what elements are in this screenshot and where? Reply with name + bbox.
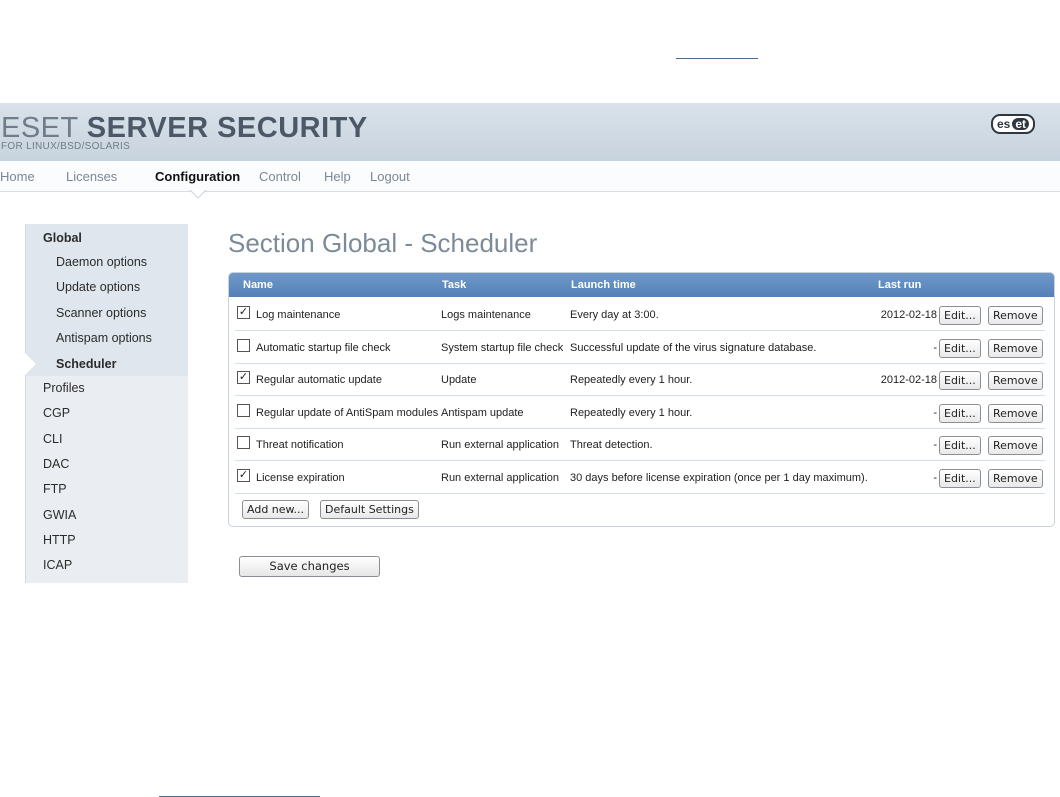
app-header	[0, 103, 1060, 162]
nav-help[interactable]: Help	[324, 169, 351, 184]
sidebar-item-scheduler[interactable]: Scheduler	[56, 357, 117, 371]
table-row	[235, 363, 1045, 396]
launch-time-cell: Successful update of the virus signature database.	[570, 341, 817, 354]
remove-button[interactable]: Remove	[988, 371, 1043, 390]
table-row	[235, 298, 1045, 331]
remove-button[interactable]: Remove	[988, 436, 1043, 455]
task-name-cell: Threat notification	[256, 439, 344, 451]
task-type-cell: Antispam update	[441, 406, 524, 419]
task-name-cell: Automatic startup file check	[256, 341, 391, 354]
table-row	[235, 331, 1045, 364]
task-type-cell: Run external application	[441, 471, 560, 484]
enabled-checkbox[interactable]	[237, 404, 250, 417]
last-run-cell: -	[933, 471, 937, 484]
enabled-checkbox[interactable]	[237, 436, 250, 449]
sidebar-item-cgp[interactable]: CGP	[43, 406, 71, 420]
save-changes-button[interactable]: Save changes	[239, 556, 380, 577]
top-link-underline	[676, 58, 758, 59]
last-run-cell: -	[933, 406, 937, 419]
table-row	[235, 396, 1045, 429]
launch-time-cell: Every day at 3:00.	[570, 309, 659, 321]
edit-button[interactable]: Edit...	[939, 371, 981, 390]
sidebar-item-gwia[interactable]: GWIA	[43, 508, 77, 522]
enabled-checkbox[interactable]	[237, 339, 250, 352]
nav-logout[interactable]: Logout	[370, 169, 410, 184]
task-type-cell: Update	[441, 374, 477, 386]
sidebar-item-scanner-options[interactable]: Scanner options	[56, 306, 147, 320]
main-nav	[0, 161, 1060, 192]
table-row	[235, 461, 1045, 494]
nav-home[interactable]: Home	[0, 169, 35, 184]
nav-control[interactable]: Control	[259, 169, 301, 184]
eset-logo: es et	[991, 114, 1035, 134]
sidebar-item-http[interactable]: HTTP	[43, 533, 76, 547]
launch-time-cell: 30 days before license expiration (once per 1 day maximum).	[570, 471, 868, 484]
enabled-checkbox[interactable]: ✓	[238, 306, 249, 318]
remove-button[interactable]: Remove	[988, 404, 1043, 423]
column-header-task: Task	[442, 279, 467, 291]
table-header	[229, 273, 1054, 297]
brand-subtitle: FOR LINUX/BSD/SOLARIS	[1, 141, 131, 152]
remove-button[interactable]: Remove	[988, 306, 1043, 325]
sidebar-current-arrow	[25, 353, 36, 375]
last-run-cell: -	[933, 341, 937, 354]
sidebar-item-global[interactable]: Global	[43, 231, 82, 245]
task-name-cell: Log maintenance	[256, 309, 341, 321]
sidebar-item-ftp[interactable]: FTP	[43, 482, 67, 496]
edit-button[interactable]: Edit...	[939, 404, 981, 423]
column-header-name: Name	[243, 279, 273, 291]
scheduler-table	[228, 272, 1055, 527]
task-type-cell: Logs maintenance	[441, 309, 531, 321]
enabled-checkbox[interactable]: ✓	[238, 468, 249, 481]
column-header-launch-time: Launch time	[571, 279, 636, 291]
remove-button[interactable]: Remove	[988, 469, 1043, 488]
last-run-cell: -	[933, 439, 937, 451]
sidebar-item-daemon-options[interactable]: Daemon options	[56, 255, 148, 269]
task-name-cell: Regular automatic update	[256, 374, 382, 386]
last-run-cell: 2012-02-18	[880, 374, 937, 386]
launch-time-cell: Repeatedly every 1 hour.	[570, 374, 693, 386]
task-name-cell: License expiration	[256, 471, 345, 484]
task-type-cell: Run external application	[441, 439, 560, 451]
task-type-cell: System startup file check	[441, 341, 564, 354]
default-settings-button[interactable]: Default Settings	[320, 500, 419, 519]
enabled-checkbox[interactable]: ✓	[238, 371, 249, 383]
launch-time-cell: Threat detection.	[570, 439, 653, 451]
table-row	[235, 428, 1045, 461]
edit-button[interactable]: Edit...	[939, 339, 981, 358]
sidebar	[25, 224, 188, 583]
page-title: Section Global - Scheduler	[228, 228, 538, 258]
sidebar-item-antispam-options[interactable]: Antispam options	[56, 331, 152, 345]
sidebar-item-dac[interactable]: DAC	[43, 457, 70, 471]
sidebar-item-icap[interactable]: ICAP	[43, 558, 73, 572]
nav-active-caret	[189, 190, 207, 199]
add-new-button[interactable]: Add new...	[242, 500, 309, 519]
last-run-cell: 2012-02-18	[880, 309, 937, 321]
nav-configuration[interactable]: Configuration	[155, 169, 241, 184]
sidebar-item-cli[interactable]: CLI	[43, 432, 63, 446]
task-name-cell: Regular update of AntiSpam modules	[256, 406, 439, 419]
sidebar-item-update-options[interactable]: Update options	[56, 280, 141, 294]
brand-title: ESET SERVER SECURITY	[1, 112, 368, 144]
launch-time-cell: Repeatedly every 1 hour.	[570, 406, 693, 419]
sidebar-item-profiles[interactable]: Profiles	[43, 381, 85, 395]
remove-button[interactable]: Remove	[988, 339, 1043, 358]
edit-button[interactable]: Edit...	[939, 306, 981, 325]
edit-button[interactable]: Edit...	[939, 469, 981, 488]
nav-licenses[interactable]: Licenses	[66, 169, 118, 184]
edit-button[interactable]: Edit...	[939, 436, 981, 455]
sidebar-global-section	[26, 224, 188, 376]
column-header-last-run: Last run	[878, 279, 922, 291]
